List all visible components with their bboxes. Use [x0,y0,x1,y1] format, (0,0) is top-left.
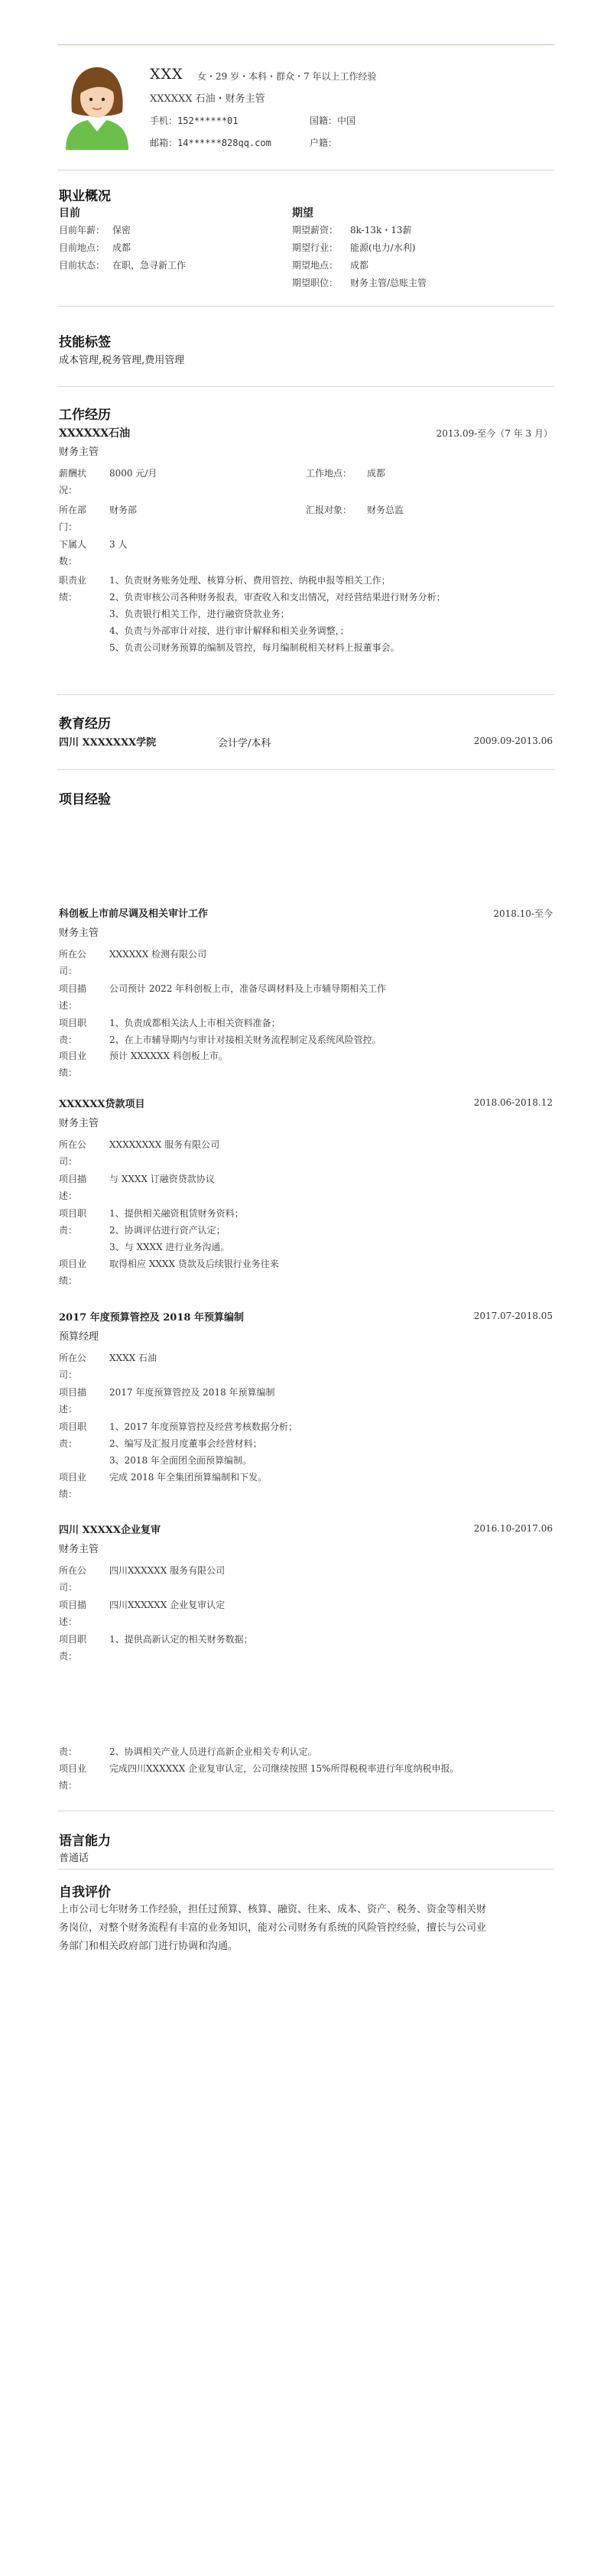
project-company-label: 所在公司： [59,1353,87,1380]
dept-value: 财务部 [109,505,138,515]
nationality-label: 国籍： [310,115,338,126]
list-item: 1、提供相关融资租赁财务资料； [109,1208,244,1219]
location-value: 成都 [367,468,386,479]
project-result: 完成 2018 年全集团预算编制和下发。 [109,1472,268,1483]
project-result-label: 项目业绩： [59,1472,87,1499]
project-duties [109,1418,297,1469]
project-result: 取得相应 XXXX 贷款及后续银行业务往来 [109,1259,279,1269]
self-eval-text [59,1901,556,1956]
work-duties [109,572,446,656]
project-company-label: 所在公司： [59,949,87,976]
skills-text: 成本管理,税务管理,费用管理 [59,355,185,366]
duty-label: 职责业绩： [59,575,87,603]
project-duties [109,1205,244,1256]
work-position: 财务主管 [59,447,99,458]
hukou-row [310,136,337,149]
education-title: 教育经历 [59,716,111,732]
list-item: 3、与 XXXX 进行业务沟通。 [109,1242,230,1252]
language-text: 普通话 [59,1853,89,1864]
list-item: 2、协调评估进行资产认定； [109,1225,226,1236]
report-value: 财务总监 [367,505,404,515]
list-item: 目前年薪： 保密 [59,225,131,236]
top-accent-line [57,44,554,45]
project-duty-label: 项目职责： [59,1421,87,1449]
project-desc: 四川XXXXXX 企业复审认定 [109,1600,226,1610]
current-position: XXXXXX 石油・财务主管 [150,93,265,105]
work-period: 2013.09-至今（7 年 3 月） [436,428,553,439]
list-item: 2、负责审核公司各种财务报表，审查收入和支出情况，对经营结果进行财务分析； [109,592,446,603]
project-desc-label: 项目描述： [59,1387,87,1415]
avatar-icon [61,64,133,150]
list-item: 3、负责银行相关工作，进行融资贷款业务； [109,609,290,619]
list-item: 目前地点： 成都 [59,242,131,253]
subordinates-value: 3 人 [109,539,128,550]
project-company: 四川XXXXXX 服务有限公司 [109,1565,226,1576]
project-role: 预算经理 [59,1331,99,1343]
divider [57,306,554,307]
divider [57,170,554,171]
project-company: XXXXXXXX 服务有限公司 [109,1139,220,1150]
list-item: 2、编写及汇报月度董事会经营材料； [109,1438,262,1449]
divider [57,694,554,695]
work-title: 工作经历 [59,408,111,423]
project-desc-label: 项目描述： [59,1600,87,1627]
language-title: 语言能力 [59,1834,111,1849]
project-company: XXXXXX 检测有限公司 [109,949,207,960]
list-item: 目前状态： 在职，急寻新工作 [59,260,187,271]
project-role: 财务主管 [59,1544,99,1555]
project-period: 2016.10-2017.06 [473,1523,553,1534]
project-desc-label: 项目描述： [59,983,87,1011]
list-item: 4、负责与外部审计对接，进行审计解释和相关业务调整，； [109,625,349,636]
project-period: 2018.06-2018.12 [473,1097,553,1108]
subordinates-label: 下属人数： [59,539,87,567]
education-school: 四川 XXXXXXX学院 [59,737,157,749]
list-item: 期望职位： 财务主管/总账主管 [292,278,427,288]
location-label: 工作地点： [306,468,352,479]
email-label: 邮箱： [150,138,178,148]
list-item: 2、协调相关产业人员进行高新企业相关专利认定。 [109,1746,317,1757]
education-major: 会计学/本科 [218,738,271,749]
list-item: 1、负责成都相关法人上市相关资料准备； [109,1018,281,1028]
project-name: 四川 XXXXX企业复审 [59,1525,161,1536]
overview-title: 职业概况 [59,189,111,204]
project-role: 财务主管 [59,1118,99,1129]
list-item: 期望薪资： 8k-13k・13薪 [292,225,412,236]
report-label: 汇报对象： [306,505,352,515]
project-period: 2017.07-2018.05 [473,1311,553,1321]
candidate-summary: 女・29 岁・本科・群众・7 年以上工作经验 [197,71,377,82]
project-company-label: 所在公司： [59,1139,87,1167]
dept-label: 所在部门： [59,505,87,532]
project-name: XXXXXX贷款项目 [59,1099,145,1110]
phone-row [150,114,239,127]
list-item: 1、2017 年度预算管控及经营考核数据分析； [109,1421,297,1432]
project-company: XXXX 石油 [109,1353,157,1363]
work-company: XXXXXX石油 [59,427,131,440]
project-result: 预计 XXXXXX 科创板上市。 [109,1051,228,1061]
project-result-label: 项目业绩： [59,1051,87,1078]
project-duty-label: 项目职责： [59,1018,87,1045]
project-name: 科创板上市前尽调及相关审计工作 [59,908,209,920]
salary-label: 薪酬状况： [59,468,87,495]
overview-current-list [59,222,186,274]
projects-title: 项目经验 [59,792,111,807]
list-item: 2、在上市辅导期内与审计对接相关财务流程制定及系统风险管控。 [109,1035,381,1045]
divider [57,386,554,387]
project-duty-label: 项目职责： [59,1208,87,1236]
project-desc-label: 项目描述： [59,1174,87,1201]
candidate-name: XXX [150,66,183,83]
salary-value: 8000 元/月 [109,468,157,479]
nationality-row [310,114,355,127]
project-desc: 2017 年度预算管控及 2018 年预算编制 [109,1387,275,1398]
list-item: 1、负责财务账务处理、核算分析、费用管控、纳税申报等相关工作； [109,575,391,586]
self-eval-line: 务岗位，对整个财务流程有丰富的业务知识，能对公司财务有系统的风险管控经验，擅长与公司业 [59,1922,487,1934]
project-company-label: 所在公司： [59,1565,87,1593]
overview-expect-list [292,222,427,292]
list-item: 期望地点： 成都 [292,260,369,271]
overview-current-title: 目前 [59,207,80,219]
hukou-label: 户籍： [310,138,338,148]
skills-title: 技能标签 [59,335,111,350]
education-period: 2009.09-2013.06 [473,736,553,746]
nationality-value: 中国 [337,115,356,126]
project-result-label: 项目业绩： [59,1259,87,1286]
email-value[interactable]: 14******828qq.com [177,138,271,148]
project-desc: 与 XXXX 订融资贷款协议 [109,1174,215,1184]
self-eval-line: 务部门和相关政府部门进行协调和沟通。 [59,1941,239,1952]
phone-value: 152******01 [177,115,239,126]
project-name: 2017 年度预算管控及 2018 年预算编制 [59,1312,244,1324]
overview-expect-title: 期望 [292,207,313,219]
list-item: 1、提供高新认定的相关财务数据； [109,1634,253,1645]
phone-label: 手机： [150,115,178,126]
list-item: 5、负责公司财务预算的编制及管控，每月编制税相关材料上报董事会。 [109,642,400,653]
project-duty-label: 责： [59,1746,78,1757]
project-period: 2018.10-至今 [493,908,553,919]
project-duties [109,1015,381,1048]
self-eval-line: 上市公司七年财务工作经验，担任过预算、核算、融资、往来、成本、资产、税务、资金等相关财 [59,1904,487,1915]
project-result-label: 项目业绩： [59,1763,87,1791]
project-result: 完成四川XXXXXX 企业复审认定，公司继续按照 15%所得税税率进行年度纳税申报。 [109,1763,459,1774]
list-item: 3、2018 年全面团全面预算编制。 [109,1455,252,1466]
self-eval-title: 自我评价 [59,1885,111,1900]
email-row [150,136,271,149]
project-role: 财务主管 [59,927,99,939]
divider [57,769,554,770]
project-desc: 公司预计 2022 年科创板上市，准备尽调材料及上市辅导期相关工作 [109,983,387,994]
list-item: 期望行业： 能源(电力/水利) [292,242,416,253]
project-duty-label: 项目职责： [59,1634,87,1662]
